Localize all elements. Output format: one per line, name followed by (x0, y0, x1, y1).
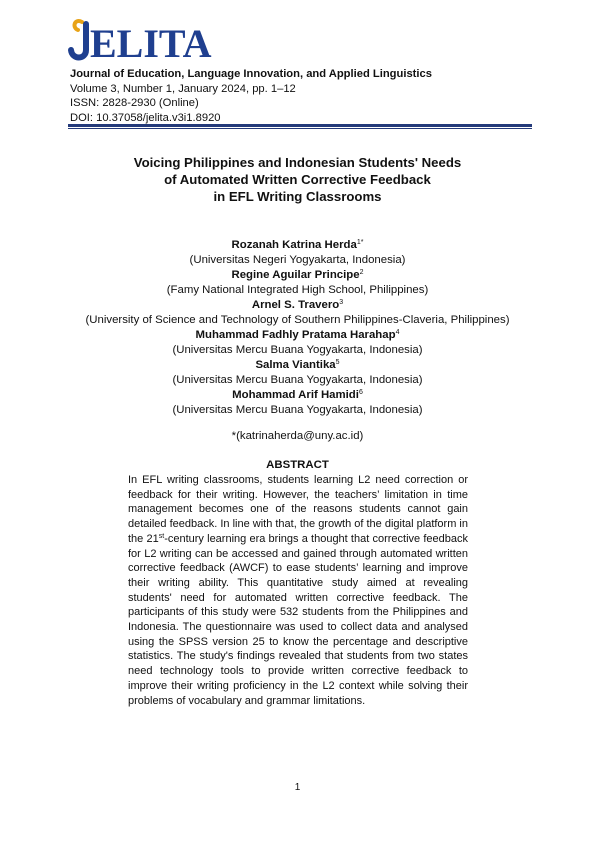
page-number: 1 (294, 782, 301, 793)
jelita-logo-icon (68, 14, 212, 66)
header-rule-thick (68, 124, 532, 127)
author-affiliation: (Famy National Integrated High School, Philippines) (166, 284, 429, 296)
author-name: Mohammad Arif Hamidi$^6$ (232, 389, 363, 401)
journal-volume: Volume 3, Number 1, January 2024, pp. 1–12 (70, 82, 296, 95)
title-line: of Automated Written Corrective Feedback (164, 172, 431, 187)
author-name: Muhammad Fadhly Pratama Harahap$^4$ (195, 329, 400, 341)
journal-name: Journal of Education, Language Innovation, and Applied Linguistics (70, 68, 432, 80)
journal-logo (68, 14, 212, 66)
author-affiliation: (Universitas Negeri Yogyakarta, Indonesia) (189, 254, 406, 266)
author-affiliation: (Universitas Mercu Buana Yogyakarta, Indonesia) (172, 404, 423, 416)
journal-doi: DOI: 10.37058/jelita.v3i1.8920 (70, 111, 221, 124)
journal-info (70, 67, 432, 125)
author-list (10, 238, 585, 418)
author-affiliation: (Universitas Mercu Buana Yogyakarta, Indonesia) (172, 344, 423, 356)
journal-issn: ISSN: 2828-2930 (Online) (70, 97, 199, 109)
author-affiliation: (Universitas Mercu Buana Yogyakarta, Indonesia) (172, 374, 423, 386)
author-name: Salma Viantika$^5$ (255, 359, 340, 371)
author-name: Rozanah Katrina Herda$^{1*}$ (231, 239, 364, 251)
abstract-heading: ABSTRACT (266, 459, 329, 471)
abstract-body: In EFL writing classrooms, students learning L2 need correction or feedback for their writing. However, the teachers’ limitation in time management becomes one of the reasons students cannot gain detailed feedback. In line with that, the growth of the digital platform in the 21st-century learning era brings a thought that corrective feedback for L2 writing can be accessed and gained through automated written corrective feedback (AWCF) to ease students’ learning and improve their writing ability. This quantitative study aimed at revealing students' need for automated written corrective feedback. The participants of this study were 532 students from the Philippines and Indonesia. The questionnaire was used to collect data and analysed using the SPSS version 25 to know the percentage and descriptive statistics. The study's findings revealed that students from two states need technology tools to provide written corrective feedback to improve their writing proficiency in the L2 context while solving their problems of vocabulary and grammar limitations. (128, 474, 468, 707)
author-name: Arnel S. Travero$^3$ (251, 299, 344, 311)
logo-text: ELITA (90, 21, 212, 66)
title-line: in EFL Writing Classrooms (213, 189, 382, 204)
author-name: Regine Aguilar Principe$^2$ (231, 269, 364, 281)
header-rule-thin (68, 128, 532, 129)
title-line: Voicing Philippines and Indonesian Students' Needs (133, 155, 462, 170)
corresponding-email: *(katrinaherda@uny.ac.id) (231, 430, 364, 442)
paper-title (60, 154, 535, 205)
author-affiliation: (University of Science and Technology of Southern Philippines-Claveria, Philippines) (85, 314, 510, 326)
